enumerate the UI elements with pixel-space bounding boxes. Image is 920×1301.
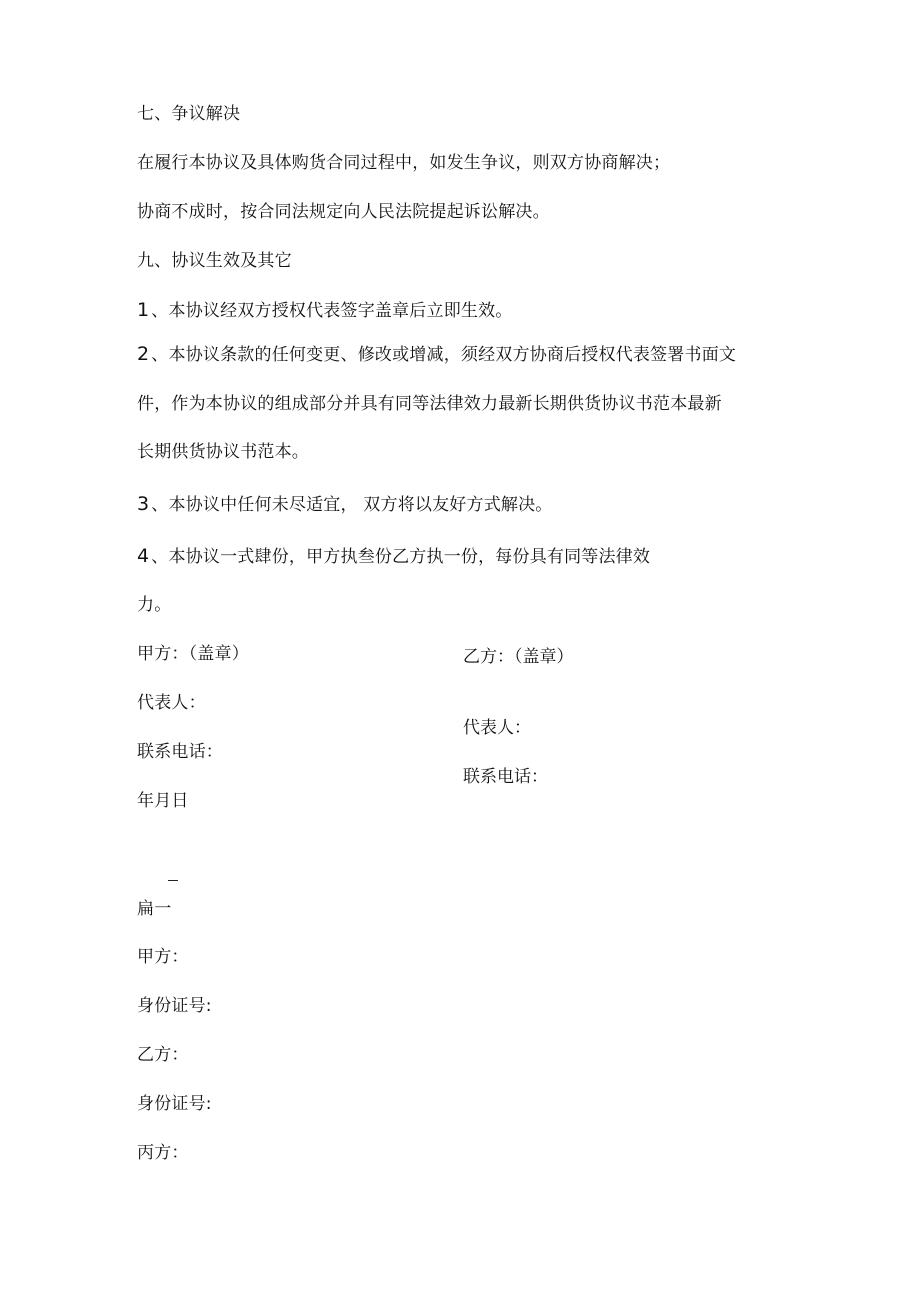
- heading-dash-mark: [168, 880, 178, 881]
- item-number: 2: [137, 343, 150, 365]
- party-a-phone: 联系电话：: [137, 742, 223, 762]
- party-b-representative: 代表人：: [463, 718, 531, 738]
- part2-party-a: 甲方：: [137, 947, 189, 967]
- clause7-line2: 协商不成时，按合同法规定向人民法院提起诉讼解决。: [137, 202, 550, 222]
- item-text: 、本协议条款的任何变更、修改或增减，须经双方协商后授权代表签署书面文: [151, 345, 737, 365]
- clause9-item-2-cont1: 件，作为本协议的组成部分并具有同等法律效力最新长期供货协议书范本最新: [137, 394, 722, 414]
- clause9-item-1: [137, 299, 513, 322]
- item-number: 4: [137, 545, 150, 567]
- part2-heading: 扁一: [137, 899, 172, 919]
- item-number: 3: [137, 493, 150, 515]
- item-text: 、本协议一式肆份，甲方执叁份乙方执一份，每份具有同等法律效: [151, 547, 651, 567]
- clause9-item-4: [137, 545, 650, 568]
- item-text: 、本协议中任何未尽适宜， 双方将以友好方式解决。: [151, 495, 553, 515]
- part2-party-b: 乙方：: [137, 1045, 189, 1065]
- item-number: 1: [137, 299, 150, 321]
- clause9-heading: 九、协议生效及其它: [137, 251, 292, 271]
- signature-date: 年月日: [137, 791, 189, 811]
- clause9-item-4-cont: 力。: [137, 595, 172, 615]
- party-b-phone: 联系电话：: [463, 767, 548, 787]
- party-a-seal: 甲方：（盖章）: [137, 644, 249, 664]
- clause9-item-2-cont2: 长期供货协议书范本。: [137, 442, 309, 462]
- party-b-seal: 乙方：（盖章）: [463, 647, 574, 667]
- clause9-item-2: [137, 343, 736, 366]
- party-a-representative: 代表人：: [137, 693, 206, 713]
- part2-id-b: 身份证号:: [137, 1094, 212, 1114]
- clause7-line1: 在履行本协议及具体购货合同过程中，如发生争议，则双方协商解决；: [137, 153, 671, 173]
- item-text: 、本协议经双方授权代表签字盖章后立即生效。: [151, 301, 513, 321]
- part2-party-c: 丙方：: [137, 1143, 189, 1163]
- part2-id-a: 身份证号:: [137, 996, 212, 1016]
- clause9-item-3: [137, 493, 553, 516]
- clause7-heading: 七、争议解决: [137, 104, 241, 124]
